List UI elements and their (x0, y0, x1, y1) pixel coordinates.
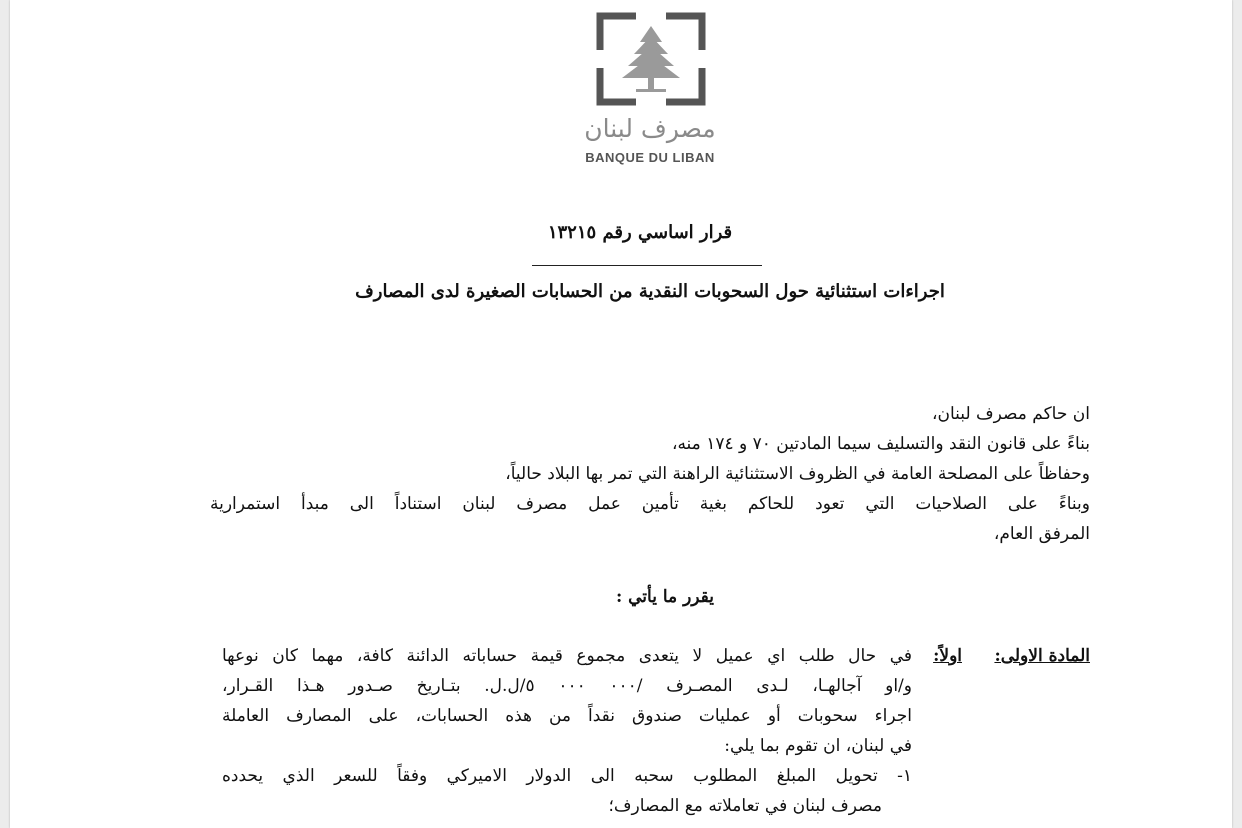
article-label-text: المادة الاولى: (994, 646, 1090, 666)
article-text-line: اجراء سحوبات أو عمليات صندوق نقداً من هذه الحسابات، على المصارف العاملة (222, 706, 912, 726)
article-text-line: في لبنان، ان تقوم بما يلي: (724, 736, 912, 756)
preamble-line: المرفق العام، (993, 524, 1090, 544)
title-underline (532, 265, 762, 266)
preamble-line: وحفاظاً على المصلحة العامة في الظروف الاستثنائية الراهنة التي تمر بها البلاد حالياً، (505, 464, 1090, 484)
article-label (960, 646, 1090, 666)
document-subtitle: اجراءات استثنائية حول السحوبات النقدية من الحسابات الصغيرة لدى المصارف (355, 281, 945, 302)
logo-arabic-text: مصرف لبنان (584, 114, 716, 143)
article-text-line: ١- تحويل المبلغ المطلوب سحبه الى الدولار الاميركي وفقاً للسعر الذي يحدده (222, 766, 912, 786)
preamble-line: ان حاكم مصرف لبنان، (932, 404, 1090, 424)
document-page (10, 0, 1232, 828)
document-title: قرار اساسي رقم ١٣٢١٥ (547, 222, 733, 243)
preamble-line: بناءً على قانون النقد والتسليف سيما المادتين ٧٠ و ١٧٤ منه، (671, 434, 1090, 454)
decides-heading: يقرر ما يأتي : (615, 587, 714, 607)
logo-english-text: BANQUE DU LIBAN (585, 150, 715, 165)
cedar-logo-icon (596, 12, 706, 106)
article-first-label: اولاً: (933, 646, 962, 666)
article-text-line: و/او آجالهـا، لـدى المصـرف /٠٠٠ ٠٠٠ ٥/ل.ل. بتـاريخ صـدور هـذا القـرار، (222, 676, 912, 696)
article-text-line: مصرف لبنان في تعاملاته مع المصارف؛ (608, 796, 882, 816)
preamble-line: وبناءً على الصلاحيات التي تعود للحاكم بغية تأمين عمل مصرف لبنان استناداً الى مبدأ استمرارية (210, 494, 1090, 514)
article-text-line: في حال طلب اي عميل لا يتعدى مجموع قيمة حساباته الدائنة كافة، مهما كان نوعها (222, 646, 912, 666)
